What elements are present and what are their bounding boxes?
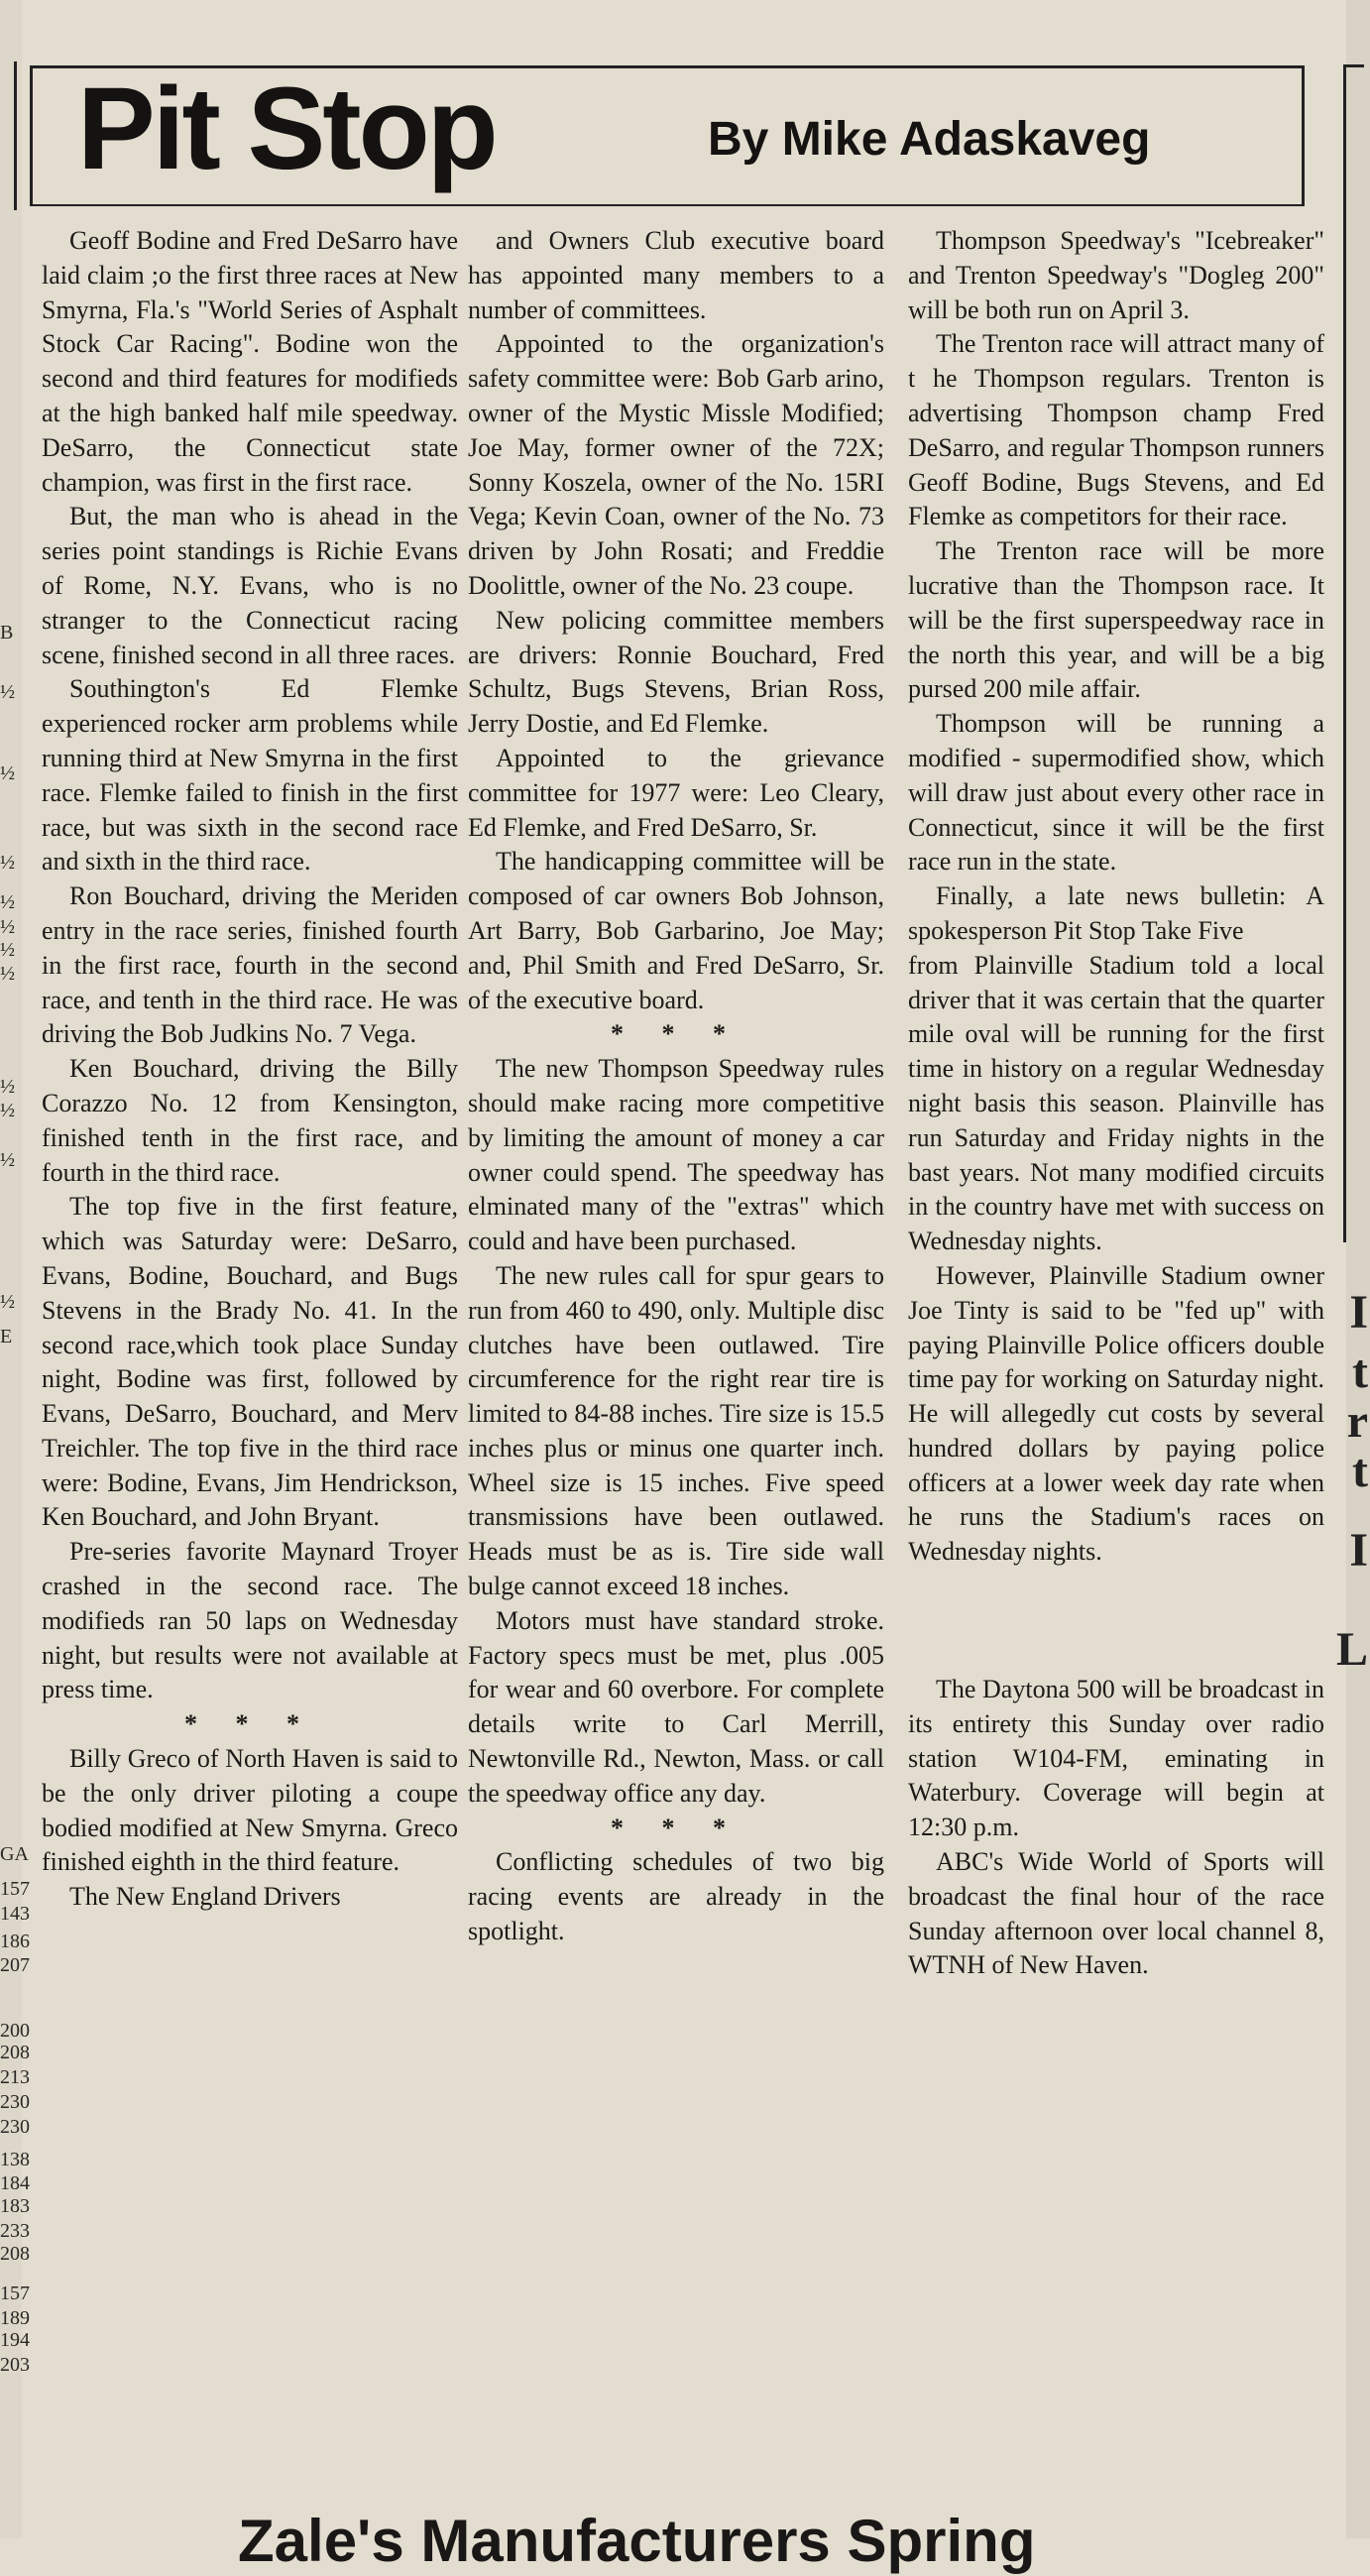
article-paragraph: The new Thompson Speedway rules should make racing more competitive by limiting the amount of money a car owner could spend. The speedway has elminated many of the "extras" which could and have been purchased.	[468, 1054, 884, 1256]
article-paragraph: Appointed to the grievance committee for 1977 were: Leo Cleary, Ed Flemke, and Fred DeSarro, Sr.	[468, 743, 884, 842]
margin-fragment: 230	[0, 2091, 30, 2113]
margin-fragment: ½	[0, 1100, 15, 1121]
article-column-3	[908, 224, 1324, 1983]
article-paragraph: The Trenton race will attract many of t he Thompson regulars. Trenton is advertising Thompson champ Fred DeSarro, and regular Thompson runners Geoff Bodine, Bugs Stevens, and Ed Flemke as competitors for their race.	[908, 329, 1324, 531]
article-paragraph: New policing committee members are drivers: Ronnie Bouchard, Fred Schultz, Bugs Stevens, Brian Ross, Jerry Dostie, and Ed Flemke.	[468, 605, 884, 739]
section-separator: * * *	[184, 1709, 315, 1739]
article-column-2	[468, 224, 884, 1949]
article-paragraph: Appointed to the organization's safety committee were: Bob Garb arino, owner of the Mystic Missle Modified; Joe May, former owner of the 72X; Sonny Koszela, owner of the No. 15RI Vega; Kevin Coan, owner of the No. 73 driven by John Rosati; and Freddie Doolittle, owner of the No. 23 coupe.	[468, 329, 884, 600]
margin-fragment: 184	[0, 2172, 30, 2194]
article-paragraph: Southington's Ed Flemke experienced rocker arm problems while running third at New Smyrna in the first race. Flemke failed to finish in the first race, but was sixth in the second race and sixth in the third race.	[42, 674, 458, 877]
article-paragraph: However, Plainville Stadium owner Joe Tinty is said to be "fed up" with paying Plainville Police officers double time pay for working on Saturday night. He will allegedly cut costs by several hundred dollars by paying police officers at a lower week day rate when he runs the Stadium's races on Wednesday nights.	[908, 1260, 1324, 1567]
margin-fragment: 207	[0, 1954, 30, 1976]
edge-fragment: t	[1352, 1445, 1368, 1497]
column-title: Pit Stop	[77, 63, 496, 194]
margin-fragment: 157	[0, 2283, 30, 2304]
margin-fragment: 230	[0, 2116, 30, 2138]
margin-fragment: 203	[0, 2354, 30, 2376]
margin-fragment: GA	[0, 1843, 29, 1865]
margin-fragment: ½	[0, 1291, 15, 1313]
article-paragraph: Motors must have standard stroke. Factory specs must be met, plus .005 for wear and 60 overbore. For complete details write to Carl Merrill, Newtonville Rd., Newton, Mass. or call the speedway office any day.	[468, 1605, 884, 1808]
article-paragraph: ABC's Wide World of Sports will broadcast the final hour of the race Sunday afternoon over local channel 8, WTNH of New Haven.	[908, 1847, 1324, 1980]
margin-fragment: 200	[0, 2020, 30, 2042]
margin-fragment: 143	[0, 1903, 30, 1925]
article-column-1	[42, 224, 458, 1915]
article-paragraph: Thompson will be running a modified - supermodified show, which will draw just about every other race in Connecticut, since it will be the first race run in the state.	[908, 709, 1324, 877]
margin-fragment: 208	[0, 2042, 30, 2063]
article-paragraph: But, the man who is ahead in the series point standings is Richie Evans of Rome, N.Y. Evans, who is no stranger to the Connecticut racing scene, finished second in all three races.	[42, 502, 458, 669]
article-paragraph: Ken Bouchard, driving the Billy Corazzo No. 12 from Kensington, finished tenth in the first race, and fourth in the third race.	[42, 1054, 458, 1187]
section-separator: * * *	[611, 1019, 742, 1049]
margin-fragment: 138	[0, 2149, 30, 2170]
edge-fragment: I	[1349, 1286, 1368, 1339]
section-separator: * * *	[611, 1813, 742, 1842]
margin-fragment: ½	[0, 963, 15, 985]
article-paragraph: The New England Drivers	[69, 1882, 341, 1912]
margin-fragment: 186	[0, 1931, 30, 1952]
margin-fragment: ½	[0, 852, 15, 874]
article-paragraph: and Owners Club executive board has appointed many members to a number of committees.	[468, 226, 884, 324]
margin-fragment: ½	[0, 1149, 15, 1171]
article-paragraph: Pre-series favorite Maynard Troyer crashed in the second race. The modifieds ran 50 laps on Wednesday night, but results were not available at press time.	[42, 1537, 458, 1704]
margin-fragment: 208	[0, 2243, 30, 2265]
margin-fragment: 194	[0, 2329, 30, 2351]
margin-fragment: 183	[0, 2195, 30, 2217]
margin-fragment: ½	[0, 1076, 15, 1098]
article-paragraph: Conflicting schedules of two big racing events are already in the spotlight.	[468, 1847, 884, 1946]
margin-fragment: 157	[0, 1878, 30, 1900]
article-paragraph: The top five in the first feature, which was Saturday were: DeSarro, Evans, Bodine, Bouchard, and Bugs Stevens in the Brady No. 41. In the second race,which took place Sunday night, Bodine was first, followed by Evans, DeSarro, Bouchard, and Merv Treichler. The top five in the third race were: Bodine, Evans, Jim Hendrickson, Ken Bouchard, and John Bryant.	[42, 1192, 458, 1532]
margin-fragment: ½	[0, 762, 15, 784]
edge-fragment: t	[1352, 1346, 1368, 1398]
article-paragraph: Thompson Speedway's "Icebreaker" and Trenton Speedway's "Dogleg 200" will be both run on April 3.	[908, 226, 1324, 324]
margin-fragment: ½	[0, 681, 15, 703]
margin-fragment: B	[0, 622, 14, 644]
right-column-rule	[1343, 64, 1364, 1242]
article-paragraph: The handicapping committee will be composed of car owners Bob Johnson, Art Barry, Bob Garbarino, Joe May; and, Phil Smith and Fred DeSarro, Sr. of the executive board.	[468, 847, 884, 1014]
article-paragraph: Ron Bouchard, driving the Meriden entry in the race series, finished fourth in the first race, fourth in the second race, and tenth in the third race. He was driving the Bob Judkins No. 7 Vega.	[42, 881, 458, 1049]
next-article-headline: Zale's Manufacturers Spring	[238, 2508, 1036, 2574]
left-column-rule	[14, 61, 17, 210]
edge-fragment: L	[1335, 1623, 1368, 1676]
margin-fragment: 213	[0, 2066, 30, 2088]
margin-fragment: E	[0, 1326, 13, 1347]
article-paragraph: Finally, a late news bulletin: A spokesperson Pit Stop Take Five	[908, 881, 1324, 945]
edge-fragment: I	[1349, 1524, 1368, 1577]
margin-fragment: ½	[0, 939, 15, 961]
margin-fragment: 189	[0, 2307, 30, 2329]
margin-fragment: ½	[0, 891, 15, 913]
article-paragraph: Geoff Bodine and Fred DeSarro have laid claim ;o the first three races at New Smyrna, Fla.'s "World Series of Asphalt Stock Car Racing". Bodine won the second and third features for modifieds at the high banked half mile speedway. DeSarro, the Connecticut state champion, was first in the first race.	[42, 226, 458, 497]
edge-fragment: r	[1346, 1395, 1368, 1448]
article-paragraph: The Daytona 500 will be broadcast in its entirety this Sunday over radio station W104-FM, eminating in Waterbury. Coverage will begin at 12:30 p.m.	[908, 1675, 1324, 1842]
article-paragraph	[908, 1570, 1324, 1673]
margin-fragment: ½	[0, 916, 15, 938]
article-paragraph: from Plainville Stadium told a local driver that it was certain that the quarter mile oval will be running for the first time in history on a regular Wednesday night basis this season. Plainville has run Saturday and Friday nights in the bast years. Not many modified circuits in the country have met with success on Wednesday nights.	[908, 950, 1324, 1256]
article-paragraph: The Trenton race will be more lucrative than the Thompson race. It will be the first superspeedway race in the north this year, and will be a big pursed 200 mile affair.	[908, 536, 1324, 704]
article-paragraph: Billy Greco of North Haven is said to be the only driver piloting a coupe bodied modified at New Smyrna. Greco finished eighth in the third feature.	[42, 1744, 458, 1877]
byline: By Mike Adaskaveg	[708, 113, 1151, 166]
margin-fragment: 233	[0, 2220, 30, 2242]
article-paragraph: The new rules call for spur gears to run from 460 to 490, only. Multiple disc clutches have been outlawed. Tire circumference for the right rear tire is limited to 84-88 inches. Tire size is 15.5 inches plus or minus one quarter inch. Wheel size is 15 inches. Five speed transmissions have been outlawed. Heads must be as is. Tire side wall bulge cannot exceed 18 inches.	[468, 1260, 884, 1601]
